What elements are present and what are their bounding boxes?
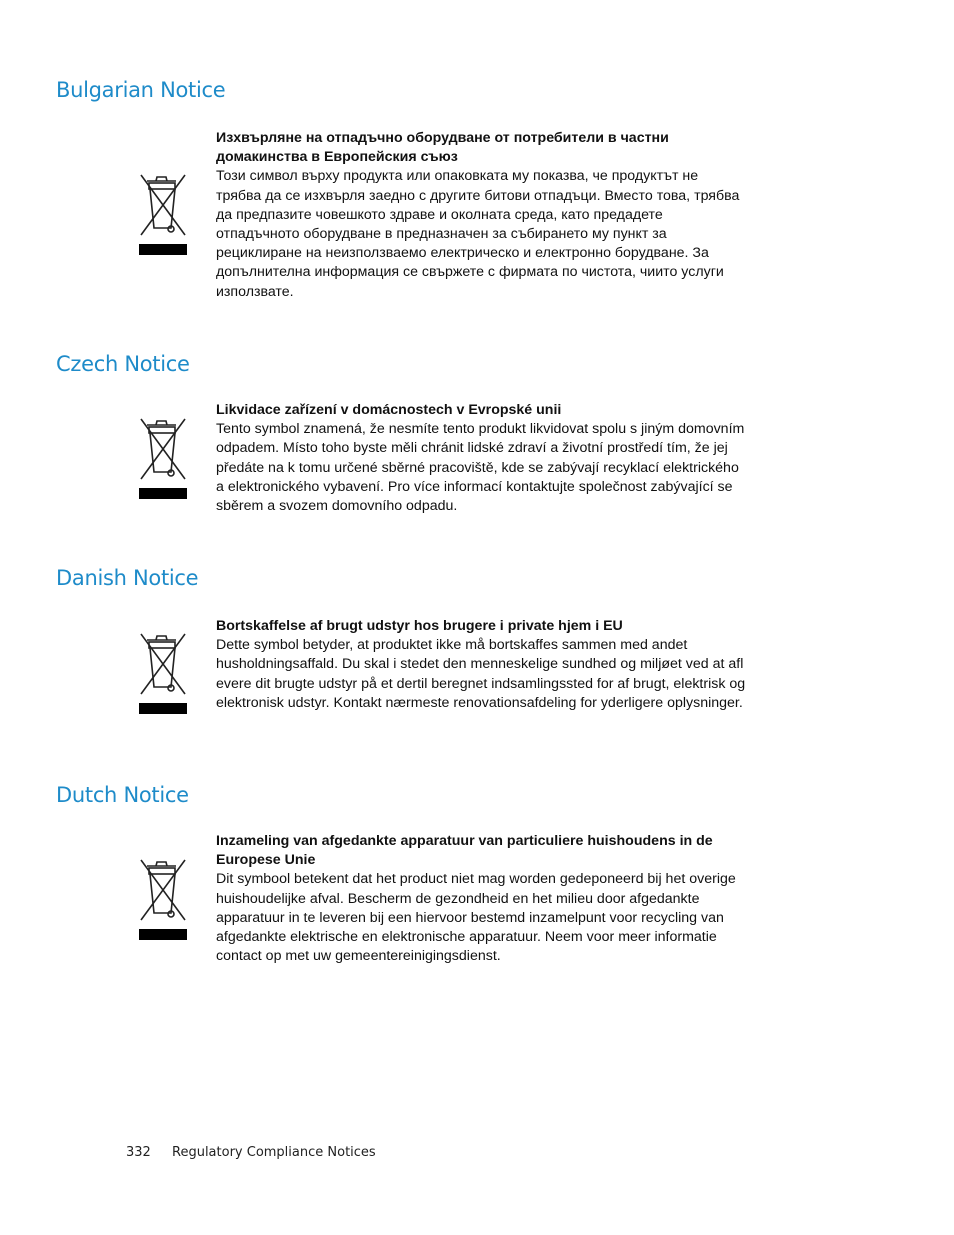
notice-text-danish [216,617,746,713]
notice-text-czech [216,401,746,516]
notice-title-danish: Bortskaffelse af brugt udstyr hos brugere i private hjem i EU [216,618,623,634]
weee-bin-icon [138,631,188,715]
notice-body-danish: Dette symbol betyder, at produktet ikke må bortskaffes sammen med andet husholdningsaffald. Du skal i stedet den menneskelige sundhed og miljøet ved at afl evere dit brugte udstyr på et dertil beregnet indsamlingssted for af brugt, elektrisk og elektronisk udstyr. Kontakt nærmeste renovationsafdeling for yderligere oplysninger. [216,637,746,711]
notice-heading-czech: Czech Notice [56,352,190,376]
notice-text-dutch [216,832,746,966]
section-title: Regulatory Compliance Notices [172,1145,376,1160]
notice-text-bulgarian [216,129,746,302]
notice-heading-bulgarian: Bulgarian Notice [56,78,226,102]
notice-body-dutch: Dit symbool betekent dat het product niet mag worden gedeponeerd bij het overige huishoudelijke afval. Bescherm de gezondheid en het milieu door afgedankte apparatuur in te leveren bij een hiervoor bestemd inzamelpunt voor recycling van afgedankte elektrische en elektronische apparatuur. Neem voor meer informatie contact op met uw gemeentereinigingsdienst. [216,871,736,965]
page-number: 332 [126,1145,151,1160]
notice-title-bulgarian: Изхвърляне на отпадъчно оборудване от потребители в частни домакинства в Европейския съюз [216,130,669,166]
notice-title-czech: Likvidace zařízení v domácnostech v Evropské unii [216,402,562,418]
weee-bin-icon [138,416,188,500]
weee-bin-icon [138,172,188,256]
notice-heading-dutch: Dutch Notice [56,783,189,807]
notice-body-czech: Tento symbol znamená, že nesmíte tento produkt likvidovat spolu s jiným domovním odpadem. Místo toho byste měli chránit lidské zdraví a životní prostředí tím, že jej předáte na k tomu určené sběrné pracoviště, kde se zabývají recyklací elektrického a elektronického vybavení. Pro více informací kontaktujte společnost zabývající se sběrem a svozem domovního odpadu. [216,421,745,515]
notice-body-bulgarian: Този символ върху продукта или опаковката му показва, че продуктът не трябва да се изхвърля заедно с другите битови отпадъци. Вместо това, трябва да предпазите човешкото здраве и околната среда, като предадете отпадъчното оборудване в предназначен за събирането му пункт за рециклиране на неизползваемо електрическо и електронно борудване. За допълнителна информация се свържете с фирмата по чистота, чиито услуги използвате. [216,168,740,300]
page-footer [126,1145,376,1160]
notice-title-dutch: Inzameling van afgedankte apparatuur van particuliere huishoudens in de Europese Unie [216,833,713,869]
notice-heading-danish: Danish Notice [56,566,199,590]
weee-bin-icon [138,857,188,941]
